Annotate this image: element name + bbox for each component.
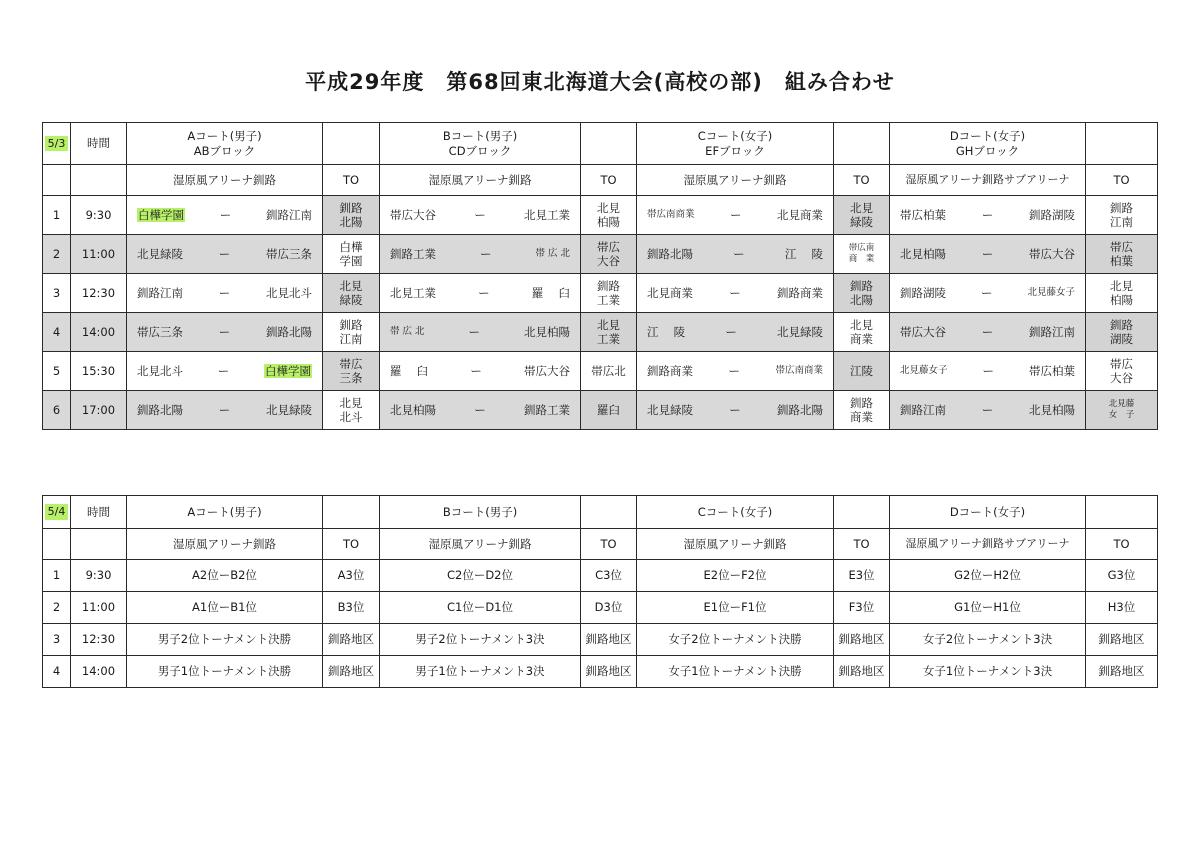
court-d-header: Dコート(女子) GHブロック bbox=[890, 123, 1086, 165]
vs-dash: ー bbox=[728, 363, 740, 378]
date-badge: 5/3 bbox=[45, 136, 69, 152]
court-a-to-header bbox=[323, 496, 380, 529]
row-number: 1 bbox=[43, 196, 71, 235]
to-cell: H3位 bbox=[1086, 592, 1158, 624]
team-1: 羅 臼 bbox=[390, 363, 429, 378]
match-cell: C2位ーD2位 bbox=[380, 560, 581, 592]
court-c-header bbox=[637, 496, 834, 529]
table-row bbox=[43, 235, 1158, 274]
to-cell: 釧路 北陽 bbox=[834, 274, 890, 313]
to-cell: 釧路地区 bbox=[1086, 656, 1158, 688]
table-row bbox=[43, 352, 1158, 391]
table-row bbox=[43, 391, 1158, 430]
match-cell: A2位ーB2位 bbox=[127, 560, 323, 592]
to-cell: 釧路地区 bbox=[581, 624, 637, 656]
to-cell: 帯広北 bbox=[581, 352, 637, 391]
row-time: 15:30 bbox=[71, 352, 127, 391]
to-cell: 北見 工業 bbox=[581, 313, 637, 352]
match bbox=[380, 208, 580, 222]
match-cell bbox=[127, 352, 323, 391]
page-title: 平成29年度 第68回東北海道大会(高校の部) 組み合わせ bbox=[305, 70, 895, 94]
venue-a: 湿原風アリーナ釧路 bbox=[127, 529, 323, 560]
match-cell bbox=[637, 313, 834, 352]
to-label-d: TO bbox=[1086, 165, 1158, 196]
match-cell bbox=[890, 352, 1086, 391]
team-2: 白樺学園 bbox=[265, 363, 311, 378]
to-cell: C3位 bbox=[581, 560, 637, 592]
row-time: 9:30 bbox=[71, 196, 127, 235]
team-2: 帯広大谷 bbox=[524, 363, 570, 378]
venue-a: 湿原風アリーナ釧路 bbox=[127, 165, 323, 196]
row-number: 2 bbox=[43, 592, 71, 624]
row-number: 3 bbox=[43, 274, 71, 313]
venue-c: 湿原風アリーナ釧路 bbox=[637, 529, 834, 560]
match-cell bbox=[890, 274, 1086, 313]
match bbox=[127, 403, 322, 417]
match-cell: E1位ーF1位 bbox=[637, 592, 834, 624]
table-row bbox=[43, 274, 1158, 313]
team-1: 帯広大谷 bbox=[390, 207, 436, 222]
to-cell: 釧路地区 bbox=[581, 656, 637, 688]
team-1: 北見緑陵 bbox=[647, 402, 693, 417]
court-c-header: Cコート(女子) EFブロック bbox=[637, 123, 834, 165]
match-cell: 女子2位トーナメント決勝 bbox=[637, 624, 834, 656]
match-cell bbox=[127, 391, 323, 430]
team-1: 北見柏陽 bbox=[390, 402, 436, 417]
match-cell bbox=[890, 391, 1086, 430]
court-d-to-header bbox=[1086, 123, 1158, 165]
team-2: 帯広大谷 bbox=[1029, 246, 1075, 261]
to-cell: 北見藤 女 子 bbox=[1086, 391, 1158, 430]
to-label-c: TO bbox=[834, 165, 890, 196]
match-cell bbox=[127, 196, 323, 235]
match bbox=[127, 208, 322, 222]
match-cell bbox=[380, 235, 581, 274]
match-cell bbox=[380, 391, 581, 430]
match bbox=[637, 247, 833, 261]
vs-dash: ー bbox=[733, 246, 745, 261]
match-cell: 女子1位トーナメント3決 bbox=[890, 656, 1086, 688]
court-c-to-header bbox=[834, 496, 890, 529]
time-header: 時間 bbox=[71, 123, 127, 165]
match bbox=[637, 325, 833, 339]
court-b-header bbox=[380, 496, 581, 529]
row-time: 9:30 bbox=[71, 560, 127, 592]
team-2: 北見緑陵 bbox=[266, 402, 312, 417]
match-cell bbox=[890, 196, 1086, 235]
time-header: 時間 bbox=[71, 496, 127, 529]
team-2: 北見柏陽 bbox=[1029, 402, 1075, 417]
team-2: 北見柏陽 bbox=[523, 324, 570, 339]
match-cell bbox=[127, 274, 323, 313]
row-number: 1 bbox=[43, 560, 71, 592]
blank-cell bbox=[43, 165, 71, 196]
team-2: 釧路工業 bbox=[524, 402, 570, 417]
vs-dash: ー bbox=[980, 285, 993, 300]
team-2: 釧路北陽 bbox=[777, 402, 823, 417]
to-cell: 釧路 湖陵 bbox=[1086, 313, 1158, 352]
vs-dash: ー bbox=[981, 324, 994, 339]
court-a-to-header bbox=[323, 123, 380, 165]
match bbox=[127, 325, 322, 339]
match-cell: 男子1位トーナメント3決 bbox=[380, 656, 581, 688]
match-cell bbox=[380, 196, 581, 235]
match-cell bbox=[637, 196, 834, 235]
match-cell: G1位ーH1位 bbox=[890, 592, 1086, 624]
match-cell: 女子1位トーナメント決勝 bbox=[637, 656, 834, 688]
vs-dash: ー bbox=[729, 285, 741, 300]
team-2: 北見工業 bbox=[524, 207, 570, 222]
match-cell bbox=[127, 235, 323, 274]
match-cell bbox=[890, 313, 1086, 352]
team-1: 北見柏陽 bbox=[900, 246, 946, 261]
match-cell: E2位ーF2位 bbox=[637, 560, 834, 592]
match-cell bbox=[637, 274, 834, 313]
team-1: 北見工業 bbox=[390, 285, 436, 300]
vs-dash: ー bbox=[218, 246, 231, 261]
team-1: 江 陵 bbox=[647, 324, 686, 339]
match bbox=[890, 247, 1085, 261]
blank-cell bbox=[43, 529, 71, 560]
team-1: 北見緑陵 bbox=[137, 246, 183, 261]
vs-dash: ー bbox=[468, 324, 481, 339]
to-cell: 釧路地区 bbox=[323, 656, 380, 688]
court-d-name: Dコート(女子) bbox=[949, 504, 1026, 519]
to-cell: 北見 商業 bbox=[834, 313, 890, 352]
match-cell: 男子2位トーナメント決勝 bbox=[127, 624, 323, 656]
schedule-table-day1 bbox=[42, 122, 1158, 430]
team-1: 帯広南商業 bbox=[647, 209, 695, 221]
row-number: 2 bbox=[43, 235, 71, 274]
match-cell: A1位ーB1位 bbox=[127, 592, 323, 624]
team-2: 釧路江南 bbox=[266, 207, 312, 222]
team-2: 釧路湖陵 bbox=[1029, 207, 1075, 222]
match bbox=[127, 247, 322, 261]
to-cell: E3位 bbox=[834, 560, 890, 592]
to-cell: 北見 北斗 bbox=[323, 391, 380, 430]
court-c-to-header bbox=[834, 123, 890, 165]
team-2: 帯広南商業 bbox=[775, 365, 823, 377]
match-cell bbox=[637, 352, 834, 391]
to-cell: 釧路 北陽 bbox=[323, 196, 380, 235]
row-time: 17:00 bbox=[71, 391, 127, 430]
team-2: 北見北斗 bbox=[266, 285, 312, 300]
venue-d: 湿原風アリーナ釧路サブアリーナ bbox=[890, 165, 1086, 196]
vs-dash: ー bbox=[981, 246, 994, 261]
vs-dash: ー bbox=[470, 363, 482, 378]
to-cell: D3位 bbox=[581, 592, 637, 624]
table-row bbox=[43, 624, 1158, 656]
to-cell: A3位 bbox=[323, 560, 380, 592]
table-row bbox=[43, 196, 1158, 235]
to-cell: 帯広 柏葉 bbox=[1086, 235, 1158, 274]
to-cell: 羅臼 bbox=[581, 391, 637, 430]
to-cell: 帯広 大谷 bbox=[581, 235, 637, 274]
match bbox=[890, 403, 1085, 417]
match bbox=[380, 247, 580, 261]
match-cell bbox=[380, 313, 581, 352]
venue-d: 湿原風アリーナ釧路サブアリーナ bbox=[890, 529, 1086, 560]
team-1: 釧路北陽 bbox=[137, 402, 183, 417]
team-1: 釧路江南 bbox=[137, 285, 183, 300]
vs-dash: ー bbox=[218, 285, 231, 300]
to-label-b: TO bbox=[581, 165, 637, 196]
to-cell: 帯広 大谷 bbox=[1086, 352, 1158, 391]
match-cell bbox=[380, 352, 581, 391]
to-cell: 北見 緑陵 bbox=[323, 274, 380, 313]
vs-dash: ー bbox=[219, 207, 232, 222]
court-a-name: Aコート(男子) bbox=[187, 504, 262, 519]
to-cell: 釧路 江南 bbox=[323, 313, 380, 352]
to-label-b: TO bbox=[581, 529, 637, 560]
vs-dash: ー bbox=[730, 207, 742, 222]
court-a-header bbox=[127, 496, 323, 529]
row-number: 4 bbox=[43, 313, 71, 352]
row-number: 3 bbox=[43, 624, 71, 656]
table-row bbox=[43, 656, 1158, 688]
team-1: 帯広柏葉 bbox=[900, 207, 946, 222]
court-d-header bbox=[890, 496, 1086, 529]
team-1: 帯広大谷 bbox=[900, 324, 946, 339]
to-cell: G3位 bbox=[1086, 560, 1158, 592]
team-2: 羅 臼 bbox=[531, 285, 570, 300]
vs-dash: ー bbox=[218, 324, 231, 339]
team-1: 釧路工業 bbox=[390, 246, 436, 261]
vs-dash: ー bbox=[981, 402, 994, 417]
match-cell: C1位ーD1位 bbox=[380, 592, 581, 624]
vs-dash: ー bbox=[981, 207, 994, 222]
team-1: 釧路湖陵 bbox=[900, 285, 946, 300]
team-1: 帯 広 北 bbox=[390, 326, 425, 338]
match-cell bbox=[637, 391, 834, 430]
court-a-header: Aコート(男子) ABブロック bbox=[127, 123, 323, 165]
date-cell bbox=[43, 123, 71, 165]
to-cell: B3位 bbox=[323, 592, 380, 624]
court-b-to-header bbox=[581, 496, 637, 529]
team-1: 帯広三条 bbox=[137, 324, 183, 339]
court-b-to-header bbox=[581, 123, 637, 165]
match-cell bbox=[637, 235, 834, 274]
match bbox=[380, 286, 580, 300]
match bbox=[380, 403, 580, 417]
team-1: 北見北斗 bbox=[137, 363, 183, 378]
match bbox=[637, 403, 833, 417]
to-cell: 釧路 江南 bbox=[1086, 196, 1158, 235]
to-label-d: TO bbox=[1086, 529, 1158, 560]
date-cell bbox=[43, 496, 71, 529]
court-b-name: Bコート(男子) bbox=[442, 504, 518, 519]
blank-cell bbox=[71, 165, 127, 196]
match-cell: 男子1位トーナメント決勝 bbox=[127, 656, 323, 688]
team-1: 北見藤女子 bbox=[900, 365, 948, 377]
team-2: 釧路商業 bbox=[777, 285, 823, 300]
court-c-name: Cコート(女子) bbox=[697, 504, 773, 519]
match bbox=[637, 286, 833, 300]
to-cell: 北見 柏陽 bbox=[581, 196, 637, 235]
team-1: 白樺学園 bbox=[138, 207, 184, 222]
to-label-a: TO bbox=[323, 165, 380, 196]
team-2: 北見緑陵 bbox=[777, 324, 823, 339]
to-cell: 帯広南 商 業 bbox=[834, 235, 890, 274]
team-2: 釧路北陽 bbox=[266, 324, 312, 339]
team-2: 帯広柏葉 bbox=[1028, 363, 1075, 378]
to-cell: 江陵 bbox=[834, 352, 890, 391]
team-2: 帯 広 北 bbox=[535, 248, 570, 260]
team-2: 江 陵 bbox=[784, 246, 823, 261]
to-cell: 釧路地区 bbox=[1086, 624, 1158, 656]
match bbox=[890, 208, 1085, 222]
team-2: 北見商業 bbox=[776, 207, 823, 222]
date-badge: 5/4 bbox=[45, 504, 69, 520]
to-label-a: TO bbox=[323, 529, 380, 560]
team-2: 北見藤女子 bbox=[1027, 287, 1075, 299]
venue-b: 湿原風アリーナ釧路 bbox=[380, 529, 581, 560]
table-row bbox=[43, 592, 1158, 624]
to-cell: 北見 柏陽 bbox=[1086, 274, 1158, 313]
row-time: 11:00 bbox=[71, 592, 127, 624]
table-row bbox=[43, 560, 1158, 592]
match bbox=[127, 286, 322, 300]
blank-cell bbox=[71, 529, 127, 560]
match-cell bbox=[127, 313, 323, 352]
to-cell: 釧路 工業 bbox=[581, 274, 637, 313]
match-cell: 男子2位トーナメント3決 bbox=[380, 624, 581, 656]
match bbox=[637, 208, 833, 222]
row-time: 14:00 bbox=[71, 313, 127, 352]
to-label-c: TO bbox=[834, 529, 890, 560]
team-2: 帯広三条 bbox=[266, 246, 312, 261]
to-cell: 帯広 三条 bbox=[323, 352, 380, 391]
row-time: 12:30 bbox=[71, 274, 127, 313]
schedule-table-day2 bbox=[42, 495, 1158, 688]
venue-b: 湿原風アリーナ釧路 bbox=[380, 165, 581, 196]
venue-c: 湿原風アリーナ釧路 bbox=[637, 165, 834, 196]
match bbox=[890, 364, 1085, 378]
table-row bbox=[43, 313, 1158, 352]
to-cell: 釧路地区 bbox=[323, 624, 380, 656]
row-number: 4 bbox=[43, 656, 71, 688]
match-cell: 女子2位トーナメント3決 bbox=[890, 624, 1086, 656]
row-number: 5 bbox=[43, 352, 71, 391]
vs-dash: ー bbox=[725, 324, 737, 339]
team-1: 北見商業 bbox=[647, 285, 693, 300]
team-1: 釧路北陽 bbox=[647, 246, 693, 261]
match-cell bbox=[380, 274, 581, 313]
vs-dash: ー bbox=[982, 363, 994, 378]
match bbox=[380, 364, 580, 378]
team-1: 釧路商業 bbox=[647, 363, 693, 378]
to-cell: 北見 緑陵 bbox=[834, 196, 890, 235]
to-cell: 釧路地区 bbox=[834, 624, 890, 656]
match bbox=[380, 325, 580, 339]
row-number: 6 bbox=[43, 391, 71, 430]
to-cell: F3位 bbox=[834, 592, 890, 624]
match bbox=[637, 364, 833, 378]
to-cell: 釧路 商業 bbox=[834, 391, 890, 430]
row-time: 11:00 bbox=[71, 235, 127, 274]
team-1: 釧路江南 bbox=[900, 402, 946, 417]
vs-dash: ー bbox=[217, 363, 230, 378]
to-cell: 釧路地区 bbox=[834, 656, 890, 688]
vs-dash: ー bbox=[729, 402, 741, 417]
match-cell bbox=[890, 235, 1086, 274]
court-d-to-header bbox=[1086, 496, 1158, 529]
team-2: 釧路江南 bbox=[1029, 324, 1075, 339]
vs-dash: ー bbox=[478, 285, 490, 300]
match-cell: G2位ーH2位 bbox=[890, 560, 1086, 592]
vs-dash: ー bbox=[479, 246, 492, 261]
match bbox=[890, 325, 1085, 339]
vs-dash: ー bbox=[218, 402, 231, 417]
to-cell: 白樺 学園 bbox=[323, 235, 380, 274]
vs-dash: ー bbox=[474, 402, 486, 417]
vs-dash: ー bbox=[474, 207, 486, 222]
row-time: 14:00 bbox=[71, 656, 127, 688]
match bbox=[890, 286, 1085, 300]
court-b-header: Bコート(男子) CDブロック bbox=[380, 123, 581, 165]
row-time: 12:30 bbox=[71, 624, 127, 656]
match bbox=[127, 364, 322, 378]
